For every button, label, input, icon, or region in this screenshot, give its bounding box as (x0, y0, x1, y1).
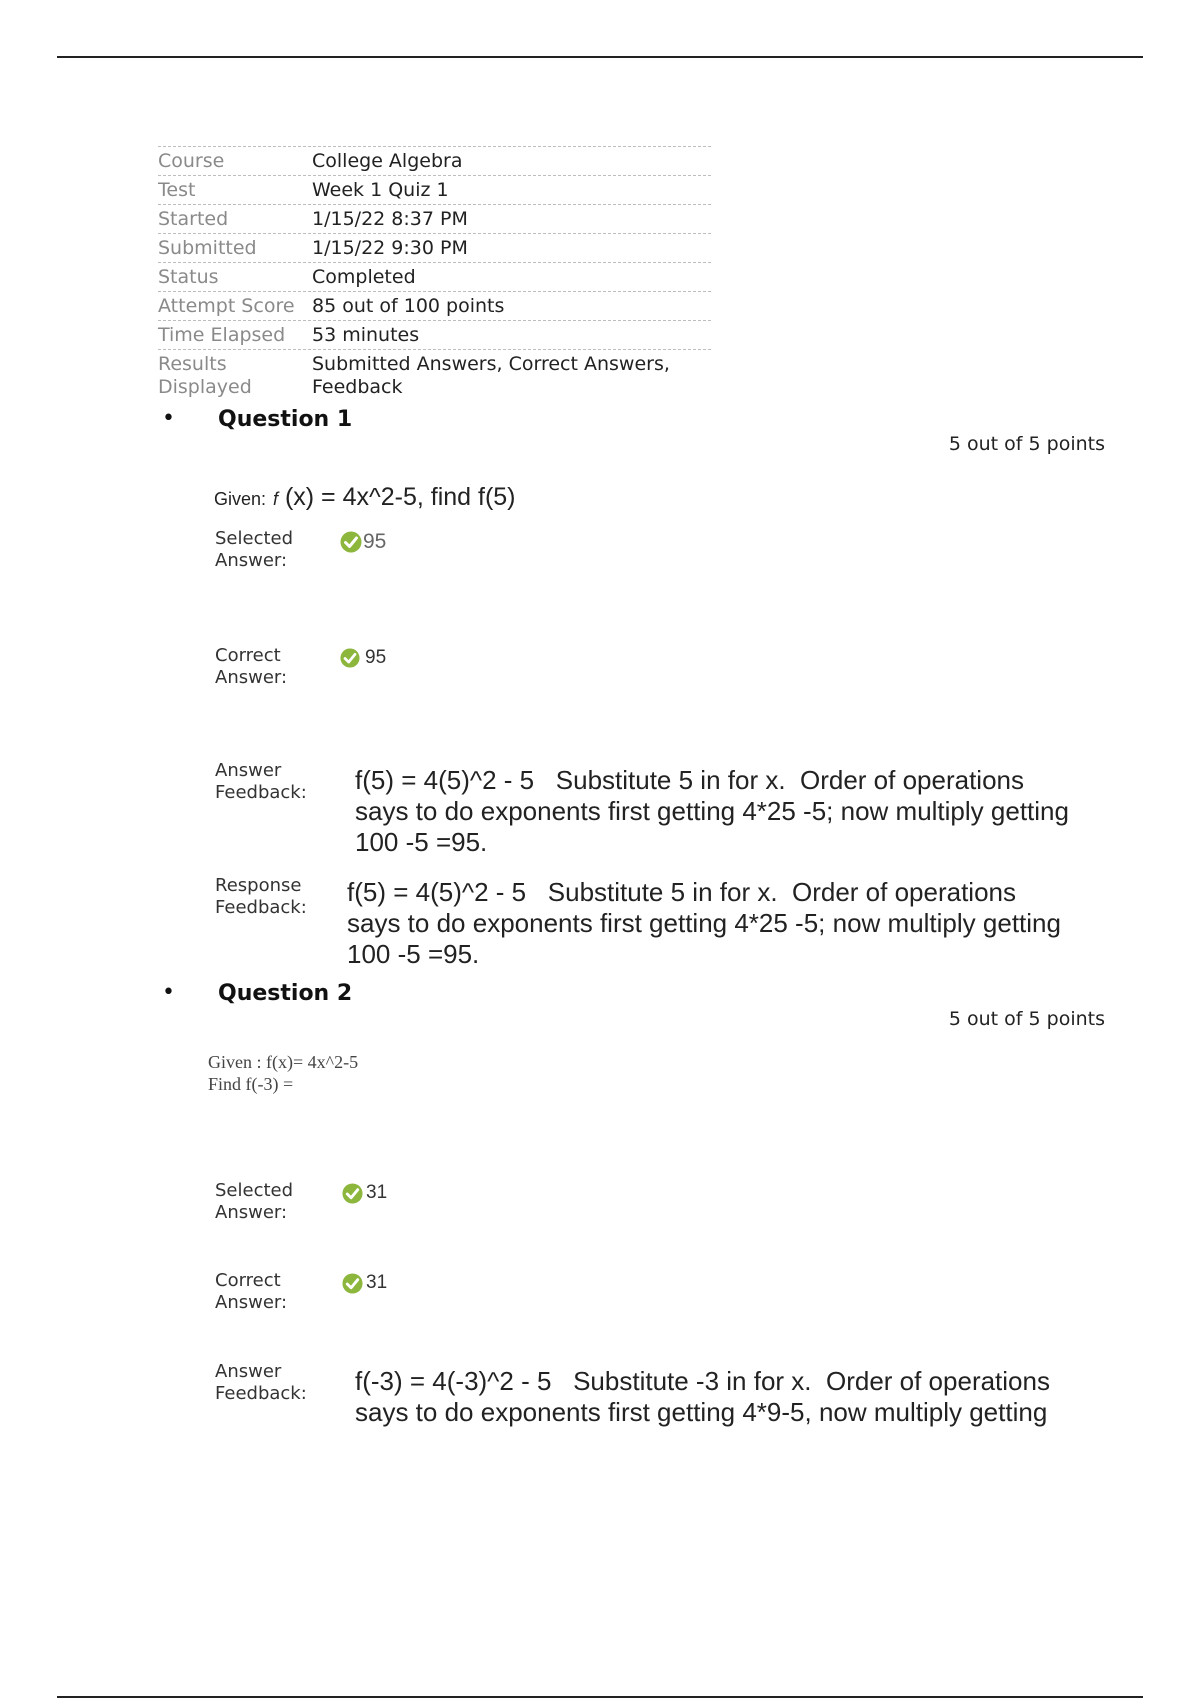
summary-value: Completed (312, 266, 416, 288)
question-1-answer-feedback: f(5) = 4(5)^2 - 5 Substitute 5 in for x. Order of operations says to do exponents first getting 4*25 -5; now multiply getting 100 -5 =95. (355, 765, 1069, 857)
response-feedback-label: Response Feedback: (215, 875, 307, 918)
summary-value: 1/15/22 8:37 PM (312, 208, 468, 230)
summary-value: 85 out of 100 points (312, 295, 505, 317)
summary-label: Time Elapsed (158, 324, 286, 346)
summary-row-started (158, 204, 711, 233)
correct-check-icon (340, 531, 362, 553)
selected-answer-value: 95 (363, 530, 387, 553)
question-2-answer-feedback: f(-3) = 4(-3)^2 - 5 Substitute -3 in for x. Order of operations says to do exponents first getting 4*9-5, now multiply getting (355, 1366, 1050, 1427)
summary-row-results-displayed (158, 349, 711, 401)
question-1-prompt (214, 483, 516, 512)
question-1-response-feedback: f(5) = 4(5)^2 - 5 Substitute 5 in for x. Order of operations says to do exponents first getting 4*25 -5; now multiply getting 100 -5 =95. (347, 877, 1061, 969)
question-1-points: 5 out of 5 points (948, 433, 1105, 455)
question-2-correct-answer (342, 1272, 387, 1294)
bottom-rule (57, 1696, 1143, 1698)
question-1-correct-answer (340, 647, 386, 669)
correct-answer-label: Correct Answer: (215, 1270, 288, 1313)
correct-answer-label: Correct Answer: (215, 645, 288, 688)
question-2-points: 5 out of 5 points (948, 1008, 1105, 1030)
summary-value: Submitted Answers, Correct Answers, Feedback (312, 353, 670, 398)
summary-row-status (158, 262, 711, 291)
top-rule (57, 56, 1143, 58)
summary-value: Week 1 Quiz 1 (312, 179, 449, 201)
question-bullet: • (162, 980, 175, 1005)
summary-row-test (158, 175, 711, 204)
question-2-selected-answer (342, 1182, 387, 1204)
summary-label: Attempt Score (158, 295, 295, 317)
question-2-prompt: Given : f(x)= 4x^2-5 Find f(-3) = (208, 1052, 359, 1094)
summary-row-attempt-score (158, 291, 711, 320)
correct-check-icon (342, 1273, 363, 1294)
selected-answer-label: Selected Answer: (215, 1180, 294, 1223)
summary-row-submitted (158, 233, 711, 262)
selected-answer-label: Selected Answer: (215, 528, 294, 571)
correct-answer-value: 95 (365, 647, 387, 668)
question-2-title: Question 2 (218, 981, 353, 1006)
answer-feedback-label: Answer Feedback: (215, 760, 307, 803)
correct-check-icon (340, 648, 360, 668)
summary-label: Test (158, 179, 196, 201)
summary-label: Started (158, 208, 229, 230)
prompt-expression: (x) = 4x^2-5, find f(5) (278, 483, 516, 511)
summary-label: Results Displayed (158, 353, 252, 398)
prompt-given-label: Given: (214, 489, 267, 509)
summary-row-course (158, 146, 711, 175)
answer-feedback-label: Answer Feedback: (215, 1361, 307, 1404)
summary-value: 1/15/22 9:30 PM (312, 237, 468, 259)
summary-row-time-elapsed (158, 320, 711, 349)
question-1-selected-answer (340, 530, 386, 554)
summary-value: 53 minutes (312, 324, 420, 346)
attempt-summary-table (158, 146, 711, 401)
selected-answer-value: 31 (366, 1182, 388, 1203)
summary-label: Course (158, 150, 225, 172)
summary-label: Submitted (158, 237, 257, 259)
prompt-function-name: f (272, 489, 278, 509)
question-1-title: Question 1 (218, 407, 353, 432)
correct-check-icon (342, 1183, 363, 1204)
correct-answer-value: 31 (366, 1272, 388, 1293)
summary-value: College Algebra (312, 150, 463, 172)
summary-label: Status (158, 266, 219, 288)
question-bullet: • (162, 406, 175, 431)
